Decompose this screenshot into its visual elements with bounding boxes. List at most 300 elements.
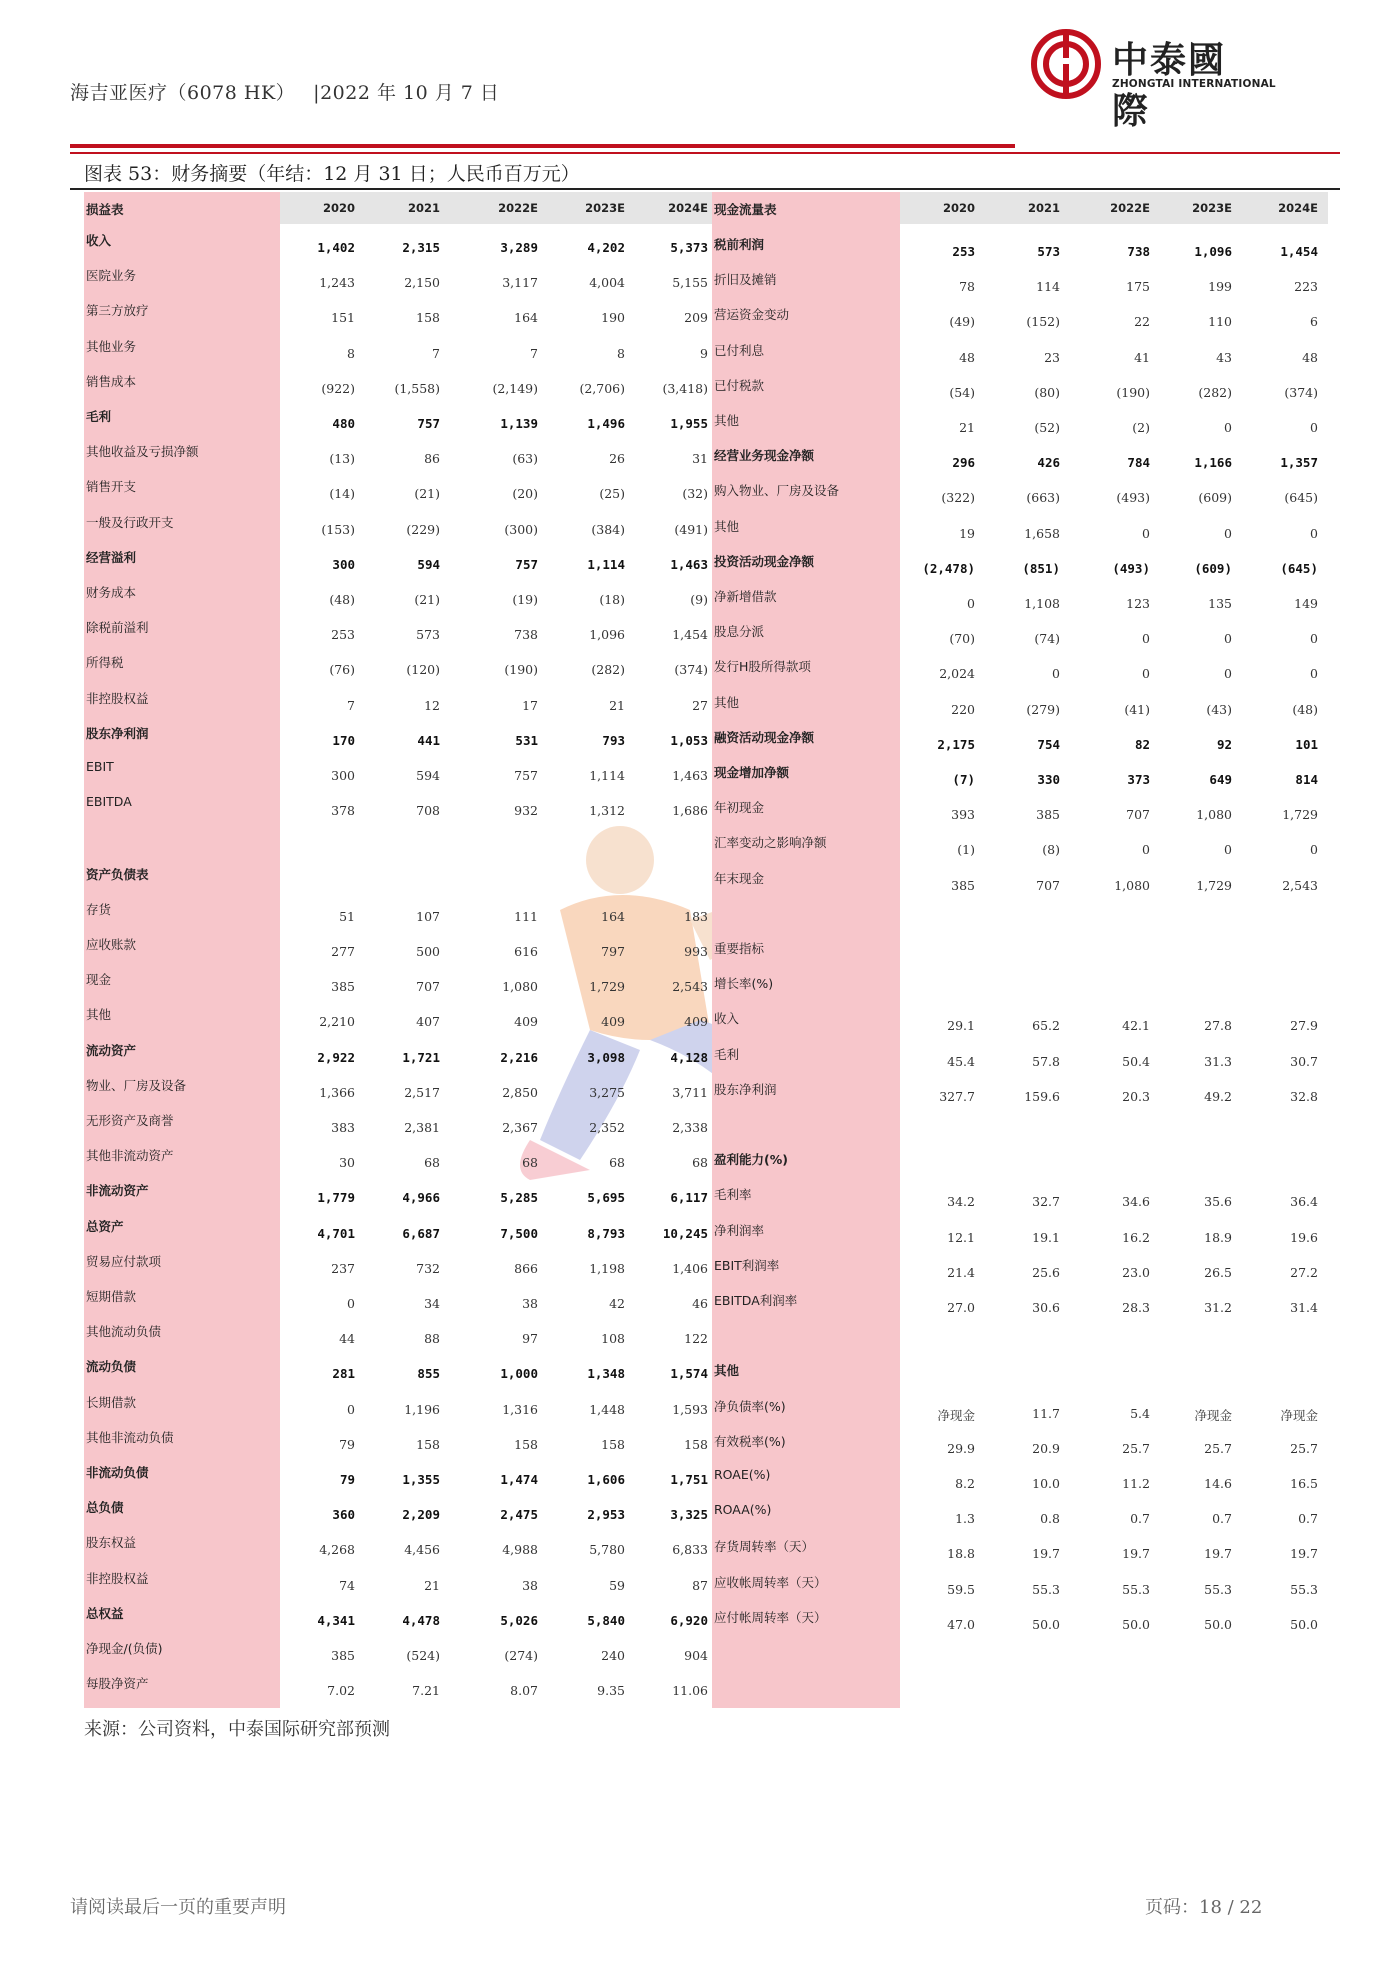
row-value: 5.4 [1130,1405,1150,1421]
row-value: 22 [1134,314,1150,330]
row-value: 993 [684,944,708,959]
row-value: 151 [331,310,355,326]
row-value: (21) [414,486,440,502]
row-value: 107 [416,908,440,924]
row-value: 10.0 [1032,1476,1060,1491]
row-value: 6 [1310,314,1318,330]
row-value: 27.8 [1204,1018,1232,1034]
row-value: (21) [414,592,440,607]
row-label: 净负债率(%) [714,1398,786,1414]
row-value: 1,729 [589,979,625,995]
row-label: EBIT [86,759,114,774]
row-value: (609) [1198,490,1232,506]
row-label: 应收账款 [86,937,137,952]
row-value: 277 [331,944,355,959]
row-value: 4,202 [587,240,625,255]
row-value: 0 [1310,666,1318,682]
row-value: (8) [1042,842,1060,858]
row-value: 16.5 [1290,1476,1318,1491]
row-value: 0 [1310,631,1318,647]
row-label: 营运资金变动 [714,307,790,323]
row-value: (2) [1132,420,1150,435]
row-value: 44 [339,1331,355,1347]
year-header: 2022E [1110,201,1150,215]
year-header: 2021 [1027,201,1060,215]
row-value: 2,024 [939,666,975,682]
row-value: (609) [1194,560,1232,576]
row-value: 866 [514,1260,538,1276]
row-label: 资产负债表 [86,866,149,882]
row-value: 708 [416,803,440,819]
row-value: 68 [692,1155,708,1171]
row-value: 38 [522,1296,538,1311]
zhongtai-logo [1030,28,1276,132]
row-value: 55.3 [1032,1581,1060,1597]
row-value: 480 [332,416,355,431]
row-label: 折旧及摊销 [714,272,777,288]
row-value: 27.0 [947,1300,975,1315]
row-value: 0 [1052,666,1060,682]
row-value: 441 [417,732,440,748]
row-value: 253 [952,244,975,259]
row-value: 707 [1126,807,1150,823]
row-value: 5,026 [500,1612,538,1628]
row-value: (152) [1026,314,1060,330]
row-value: 237 [331,1260,355,1276]
row-value: (282) [1198,384,1232,400]
row-label: 汇率变动之影响净额 [714,835,827,851]
row-value: 2,175 [937,736,975,752]
row-value: 净现金 [1194,1407,1232,1423]
row-value: (493) [1116,490,1150,506]
row-value: 30.6 [1032,1300,1060,1315]
report-date: |2022 年 10 月 7 日 [313,82,500,104]
row-value: (374) [674,662,708,678]
row-value: 1.3 [955,1511,975,1527]
row-label: 毛利率 [714,1187,752,1203]
year-header: 2022E [498,201,538,215]
row-label: 贸易应付款项 [86,1253,162,1269]
row-value: 149 [1294,596,1318,611]
row-value: 1,454 [672,627,708,643]
row-value: 1,357 [1280,455,1318,471]
row-value: (2,706) [579,380,625,396]
row-value: (282) [591,662,625,678]
row-value: 34 [424,1296,440,1311]
row-value: (13) [329,451,355,467]
row-value: 1,366 [319,1084,355,1100]
row-value: 0.7 [1130,1511,1150,1527]
row-value: 1,729 [1282,807,1318,823]
row-value: 300 [332,556,355,572]
row-label: 收入 [86,233,112,248]
row-value: 1,686 [672,803,708,819]
row-value: 2,517 [404,1084,440,1100]
row-value: 4,456 [404,1542,440,1558]
row-value: 1,474 [500,1472,538,1487]
row-value: 164 [514,310,538,326]
row-value: 20.9 [1032,1440,1060,1456]
zhongtai-logo-icon [1030,28,1102,100]
row-value: 2,209 [402,1507,440,1523]
row-value: 4,268 [319,1542,355,1558]
row-label: 年末现金 [714,870,765,886]
row-value: 0 [1310,842,1318,858]
row-label: 其他流动负债 [86,1324,162,1340]
row-value: 55.3 [1290,1581,1318,1597]
row-value: 0 [1310,525,1318,541]
row-value: 0 [1142,842,1150,858]
row-value: 21 [424,1577,440,1593]
row-value: 754 [1037,736,1060,752]
row-value: 0 [1224,525,1232,541]
row-value: 573 [1037,244,1060,259]
row-label: 经营业务现金净额 [714,448,815,464]
row-label: 流动资产 [86,1042,137,1058]
row-value: 50.0 [1122,1616,1150,1632]
row-value: 855 [417,1366,440,1382]
row-value: 190 [601,310,625,326]
row-value: 281 [332,1366,355,1382]
row-value: 30 [339,1155,355,1171]
row-value: 2,367 [502,1120,538,1135]
row-value: (3,418) [662,380,708,396]
row-value: 29.9 [947,1440,975,1456]
row-value: 114 [1036,279,1060,295]
row-value: 36.4 [1290,1194,1318,1210]
row-value: (524) [406,1648,440,1663]
row-label: 第三方放疗 [86,303,149,319]
year-header: 2020 [322,201,355,215]
row-label: 总资产 [86,1218,124,1234]
row-value: (153) [321,521,355,537]
row-label: 非流动负债 [86,1465,149,1480]
row-label: 发行H股所得款项 [714,659,811,675]
row-value: 111 [514,908,538,924]
row-label: 净新增借款 [714,589,777,604]
row-label: EBITDA [86,794,132,810]
row-value: 300 [331,768,355,783]
table-header-label: 损益表 [86,202,124,217]
row-value: (9) [690,592,708,607]
row-value: 59 [609,1577,625,1593]
row-value: 19.7 [1122,1546,1150,1562]
row-label: 应收帐周转率（天） [714,1574,827,1590]
row-label: 其他业务 [86,338,137,354]
row-label: 总负债 [86,1500,124,1516]
row-value: 9 [700,345,708,361]
row-value: (491) [674,521,708,537]
row-value: 87 [692,1577,708,1593]
row-value: (63) [512,451,538,467]
row-value: 330 [1037,772,1060,787]
row-value: 122 [684,1331,708,1347]
row-value: (274) [504,1648,538,1663]
row-value: 4,128 [670,1049,708,1065]
row-value: 41 [1134,349,1150,365]
row-value: 385 [331,979,355,995]
row-value: 16.2 [1122,1229,1150,1245]
row-value: 1,454 [1280,244,1318,259]
row-label: 购入物业、厂房及设备 [714,483,840,499]
row-value: 1,496 [587,416,625,431]
row-value: 385 [1036,807,1060,823]
row-value: 784 [1127,455,1150,471]
row-value: 158 [416,310,440,326]
row-value: 18.8 [947,1546,975,1562]
row-value: 3,117 [502,275,538,291]
row-value: 34.6 [1122,1194,1150,1210]
row-value: 5,373 [670,240,708,255]
row-label: 存货 [86,901,112,917]
row-value: 7,500 [500,1225,538,1241]
row-value: 5,780 [589,1542,625,1558]
row-value: 6,687 [402,1225,440,1241]
row-value: 1,312 [589,803,625,819]
row-value: 1,448 [589,1401,625,1417]
row-value: 1,463 [670,556,708,572]
row-value: 135 [1208,596,1232,611]
row-value: 110 [1208,314,1232,330]
row-value: (2,149) [492,380,538,396]
row-value: (32) [682,486,708,502]
row-value: 79 [339,1472,355,1487]
row-value: (279) [1026,701,1060,717]
row-label: 一般及行政开支 [86,514,174,530]
row-label: 投资活动现金净额 [714,553,815,569]
row-value: 0.7 [1212,1511,1232,1527]
row-value: 1,096 [1194,244,1232,259]
row-value: 0 [1310,420,1318,435]
row-label: 销售开支 [86,479,137,495]
row-label: 其他非流动资产 [86,1148,174,1164]
row-value: (229) [406,521,440,537]
logo-subtitle: ZHONGTAI INTERNATIONAL [1112,78,1276,90]
row-value: 0 [1224,420,1232,435]
row-value: 393 [951,807,975,823]
row-value: (48) [329,592,355,607]
row-value: 74 [339,1577,355,1593]
row-value: (493) [1112,560,1150,576]
row-value: 2,381 [404,1120,440,1135]
row-value: 4,966 [402,1190,440,1206]
row-value: (120) [406,662,440,678]
row-label: 财务成本 [86,585,137,600]
row-label: 总权益 [86,1605,124,1621]
row-value: 0 [347,1401,355,1417]
row-value: 42 [609,1296,625,1311]
row-value: 9.35 [597,1683,625,1699]
row-label: 其他 [86,1007,112,1023]
row-value: 175 [1126,279,1150,295]
row-value: 707 [1036,877,1060,893]
row-value: 28.3 [1122,1300,1150,1315]
row-value: 7 [530,345,538,361]
row-value: 31 [692,451,708,467]
row-value: 158 [416,1436,440,1452]
row-value: 1,080 [502,979,538,995]
row-label: 股东净利润 [714,1081,777,1097]
row-value: 1,080 [1114,877,1150,893]
row-value: 101 [1295,736,1318,752]
row-value: 1,955 [670,416,708,431]
row-value: (18) [599,592,625,607]
caption-box [70,152,1340,190]
row-value: 1,406 [672,1260,708,1276]
row-value: 1,096 [589,627,625,643]
row-label: 其他收益及亏损净额 [86,444,199,460]
row-value: 11.2 [1122,1476,1150,1491]
row-value: 183 [684,908,708,924]
year-header: 2021 [407,201,440,215]
row-value: 19.7 [1032,1546,1060,1562]
row-value: 616 [514,944,538,959]
row-value: 92 [1216,736,1232,752]
row-label: EBITDA利润率 [714,1293,798,1308]
row-value: (2,478) [922,560,975,576]
row-value: 25.6 [1032,1264,1060,1280]
row-value: (41) [1124,701,1150,717]
row-value: 3,325 [670,1507,708,1523]
row-value: (48) [1292,701,1318,717]
row-value: 1,606 [587,1472,625,1487]
row-label: 毛利 [86,409,112,424]
table-header-label: 现金流量表 [714,202,777,217]
row-value: 8 [617,345,625,361]
row-value: 732 [416,1260,440,1276]
row-value: 8 [347,345,355,361]
row-value: 0 [1142,525,1150,541]
row-value: (80) [1034,384,1060,400]
row-value: 1,198 [589,1260,625,1276]
row-value: 253 [331,627,355,643]
row-value: 738 [514,627,538,643]
row-value: 32.7 [1032,1194,1060,1210]
row-value: (49) [949,314,975,330]
row-value: 57.8 [1032,1053,1060,1069]
row-value: 164 [601,908,625,924]
row-value: 327.7 [939,1088,975,1104]
row-label: 存货周转率（天） [714,1539,815,1555]
row-value: 373 [1127,772,1150,787]
row-value: 2,475 [500,1507,538,1523]
row-value: 31.3 [1204,1053,1232,1069]
row-value: 19.1 [1032,1229,1060,1245]
row-value: 50.0 [1032,1616,1060,1632]
row-value: 594 [417,556,440,572]
row-label: 增长率(%) [714,976,774,992]
row-value: 1,000 [500,1366,538,1382]
row-value: (14) [329,486,355,502]
row-value: 26 [609,451,625,467]
row-value: 34.2 [947,1194,975,1210]
row-value: 19.7 [1204,1546,1232,1562]
row-value: 0 [1142,631,1150,647]
row-value: 3,711 [672,1084,708,1100]
row-value: 738 [1127,244,1150,259]
row-value: 30.7 [1290,1053,1318,1069]
year-header: 2024E [668,201,708,215]
report-header-title [70,78,499,105]
row-value: 296 [952,455,975,471]
row-value: 6,920 [670,1612,708,1628]
row-value: 1,139 [500,416,538,431]
row-value: (1,558) [394,380,440,396]
row-value: 48 [959,349,975,365]
row-value: 5,285 [500,1190,538,1206]
row-value: 19.7 [1290,1546,1318,1562]
row-value: 0 [1224,842,1232,858]
row-value: 159.6 [1024,1088,1060,1104]
row-label: 净利润率 [714,1222,765,1238]
row-value: 82 [1134,736,1150,752]
row-value: (384) [591,521,625,537]
row-value: 240 [601,1648,625,1663]
row-value: 1,658 [1024,525,1060,541]
row-value: 21 [959,420,975,435]
row-value: 649 [1209,772,1232,787]
row-value: 594 [416,768,440,783]
year-header: 2024E [1278,201,1318,215]
row-value: (25) [599,486,625,502]
row-label: 所得税 [86,655,124,671]
row-value: 23 [1044,349,1060,365]
row-label: 融资活动现金净额 [714,729,815,745]
row-value: 8,793 [587,1225,625,1241]
row-value: 23.0 [1122,1264,1150,1280]
row-value: 0.8 [1040,1511,1060,1527]
source-note: 来源：公司资料，中泰国际研究部预测 [84,1719,390,1740]
row-value: 223 [1294,279,1318,295]
row-value: 43 [1216,349,1232,365]
row-value: (7) [952,772,975,787]
row-value: 360 [332,1507,355,1523]
row-value: 814 [1295,772,1318,787]
row-value: 1,779 [317,1190,355,1206]
row-value: 1,080 [1196,807,1232,823]
row-value: 68 [609,1155,625,1171]
row-value: 1,402 [317,240,355,255]
row-value: 7 [347,697,355,713]
row-value: 426 [1037,455,1060,471]
row-value: 26.5 [1204,1264,1232,1280]
row-label: 销售成本 [86,373,137,389]
row-value: 1,114 [587,556,625,572]
row-value: 170 [332,732,355,748]
row-value: (74) [1034,631,1060,647]
row-label: 短期借款 [86,1289,137,1304]
year-header: 2023E [585,201,625,215]
row-value: 123 [1126,596,1150,611]
row-value: 904 [684,1648,708,1663]
header-rule [70,144,1015,148]
row-label: 股东权益 [86,1535,137,1551]
row-label: 除税前溢利 [86,620,149,636]
row-value: 38 [522,1577,538,1593]
row-label: 已付税款 [714,377,765,393]
row-value: (190) [1116,384,1150,400]
row-value: 97 [522,1331,538,1347]
row-label: 其他 [714,413,740,428]
row-value: 25.7 [1290,1440,1318,1456]
row-value: 1,316 [502,1401,538,1417]
row-value: 3,098 [587,1049,625,1065]
row-value: 31.2 [1204,1300,1232,1315]
row-value: 5,840 [587,1612,625,1628]
row-value: 2,543 [672,979,708,995]
row-value: 158 [684,1436,708,1452]
row-value: 797 [601,944,625,959]
